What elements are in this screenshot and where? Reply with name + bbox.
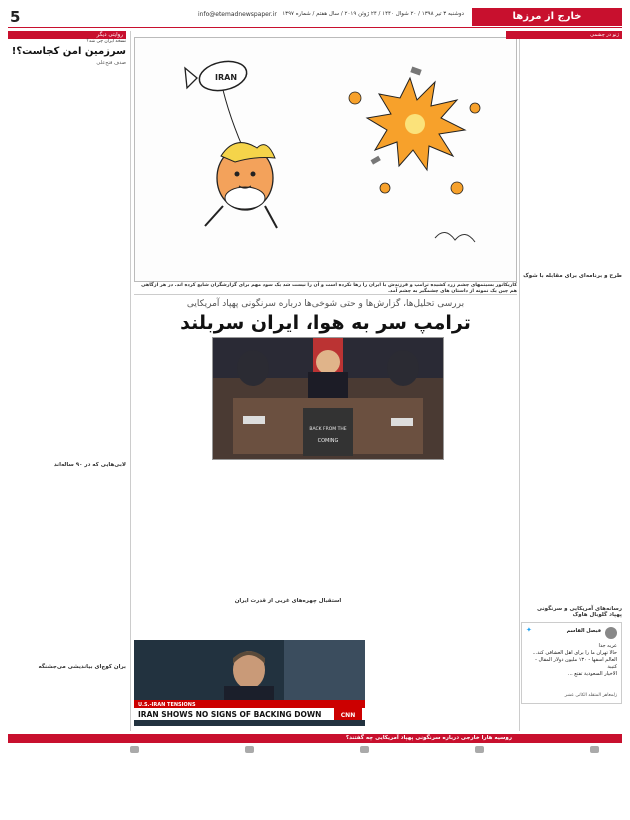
svg-text:COMING: COMING bbox=[317, 438, 339, 444]
headline-supra: بررسی تحلیل‌ها، گزارش‌ها و حتی شوخی‌ها درباره سرنگونی پهپاد آمریکایی bbox=[186, 299, 465, 309]
left-kicker: روایتی دیگر bbox=[8, 31, 126, 39]
right-column-body bbox=[523, 42, 622, 270]
article-col-b bbox=[212, 466, 286, 636]
tweet-text: عربه جدا حالا تهران ما را برای اهل العشاقی کند... العالم اسفها - ۱۳۰ ملیون دولار المقال - کتیبة الاخیار السعودیة تفتع ... bbox=[532, 643, 617, 677]
page-header bbox=[8, 8, 622, 28]
quote-col-5 bbox=[134, 756, 172, 812]
cnn-screenshot bbox=[134, 640, 365, 726]
cartoon-drawing bbox=[135, 38, 516, 281]
baby-balloon bbox=[205, 143, 277, 228]
section-tag: خارج از مرزها bbox=[472, 8, 622, 26]
right-subhead-2: رسانه‌های آمریکایی و سرنگونی پهپاد گلوبال هاوک bbox=[537, 606, 622, 618]
main-headline: ترامپ سر به هوا، ایران سربلند bbox=[180, 312, 471, 334]
right-subhead-1: طرح و برنامه‌ای برای مقابله با شوک bbox=[523, 273, 622, 279]
quote-icon bbox=[245, 746, 254, 753]
left-subhead-2: بران کوچ‌ای بیاندیشی می‌جشنگه bbox=[38, 664, 126, 670]
quote-icon bbox=[130, 746, 139, 753]
left-column-body-2 bbox=[8, 470, 126, 660]
quote-col-2 bbox=[408, 756, 518, 812]
tweet-card bbox=[521, 622, 622, 704]
quote-icon bbox=[475, 746, 484, 753]
avatar bbox=[605, 627, 617, 639]
article-col-c bbox=[290, 466, 364, 636]
cartoon-caption: کاریکاتور بسیتمهای چشم زرد کشیده ترامپ و فرزندش با ایران را رها نکرده است و آن را نیست شد یک سود مهم برای گزارشگران شایع کرده اند. در هر ازگاهی هم چین یک نمونه از داستان های چشمگیر به چشم آمد. bbox=[141, 283, 517, 294]
article-middle-subhead: استقبال چهره‌های غربی از قدرت ایران bbox=[234, 598, 342, 604]
date-line: دوشنبه ۳ تیر ۱۳۹۸ / ۲۰ شوال ۱۴۴۰ / ۲۴ ژوئن ۲۰۱۹ / سال هفتم / شماره ۱۳۹۷ bbox=[282, 11, 464, 17]
page-number: 5 bbox=[10, 8, 21, 26]
bottom-band-label: روسیه هارا خارجی درباره سرنگونی پهپاد آمریکایی چه گفتند؟ bbox=[345, 735, 512, 741]
left-column-author: صدف فتح‌علی bbox=[96, 60, 126, 66]
header-divider bbox=[8, 27, 622, 28]
right-column-tag bbox=[506, 31, 622, 39]
left-column-title: سرزمین امن کجاست؟! bbox=[11, 46, 126, 57]
bottom-band bbox=[8, 734, 622, 743]
tweet-handle: فیصل القاسم bbox=[566, 628, 601, 634]
left-subhead-1: لابی‌هایی که در ۹۰ ساله‌اند bbox=[53, 462, 126, 468]
svg-text:IRAN: IRAN bbox=[215, 73, 238, 82]
article-col-e bbox=[368, 466, 444, 726]
caption-divider bbox=[134, 294, 517, 295]
meeting-photo bbox=[212, 337, 444, 460]
left-column-body bbox=[8, 68, 126, 460]
column-divider-right bbox=[519, 31, 520, 731]
quote-icon bbox=[590, 746, 599, 753]
svg-text:BACK FROM THE: BACK FROM THE bbox=[309, 427, 347, 432]
svg-text:U.S.-IRAN TENSIONS: U.S.-IRAN TENSIONS bbox=[138, 702, 196, 708]
tweet-source: زلمعاهر المتقلد الکاتی عشر bbox=[564, 693, 617, 698]
right-column-body-2 bbox=[523, 281, 622, 601]
quote-col-3 bbox=[292, 756, 404, 812]
article-col-a bbox=[134, 466, 208, 636]
svg-text:IRAN SHOWS NO SIGNS OF BACKING: IRAN SHOWS NO SIGNS OF BACKING DOWN bbox=[138, 710, 322, 719]
article-col-a-top bbox=[134, 337, 208, 463]
explosion-icon bbox=[349, 66, 480, 194]
quote-col-4 bbox=[176, 756, 288, 812]
left-kicker-sub: نسخه ایران چی شد؟ bbox=[86, 39, 126, 44]
svg-text:CNN: CNN bbox=[340, 712, 356, 719]
email-address[interactable]: info@etemadnewspaper.ir bbox=[198, 11, 277, 18]
cartoon-illustration bbox=[134, 37, 517, 282]
quote-icon bbox=[360, 746, 369, 753]
twitter-icon: ✦ bbox=[526, 626, 532, 634]
artist-signature bbox=[435, 232, 475, 242]
article-col-f bbox=[448, 640, 517, 726]
quote-col-1 bbox=[523, 756, 622, 812]
article-col-d bbox=[448, 337, 517, 637]
column-divider-left bbox=[130, 31, 131, 731]
right-column-tag-label: ژنو در چشمی bbox=[590, 32, 619, 38]
bomb-icon bbox=[185, 57, 249, 94]
